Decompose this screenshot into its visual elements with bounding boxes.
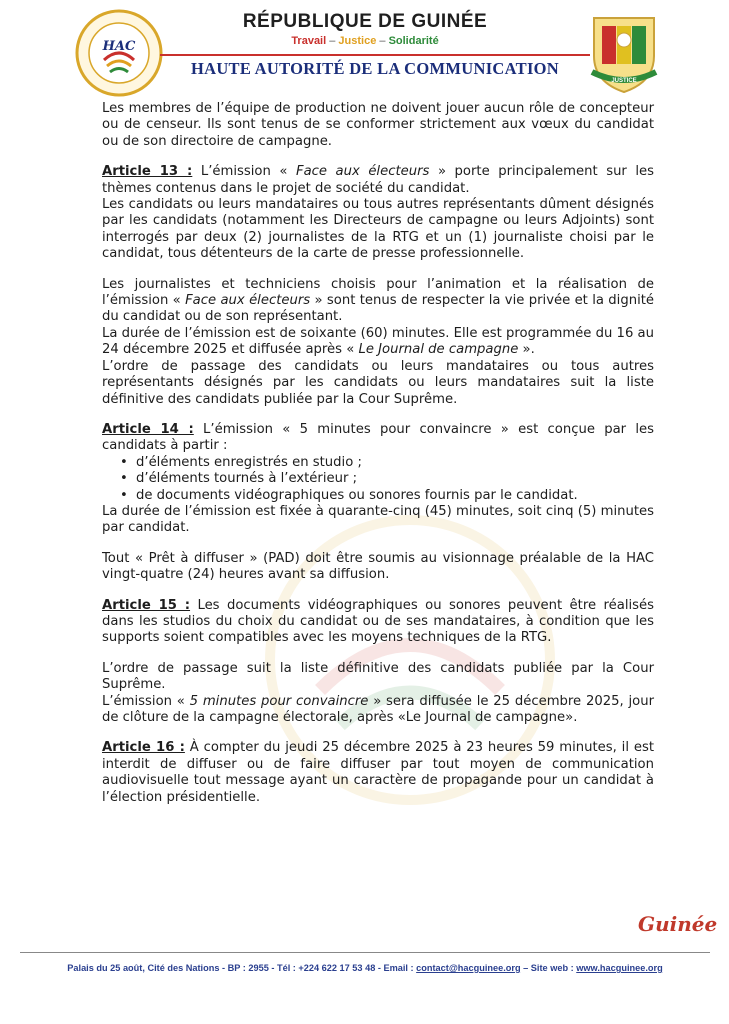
article-14-label: Article 14 :: [102, 421, 194, 437]
article-13-paragraph-1: [102, 164, 654, 197]
article-15-p3-b: » sera diffusée le 25 décembre 2025, jour de clôture de la campagne électorale, après «Le Journal de campagne».: [102, 693, 655, 725]
header-divider: [160, 54, 590, 56]
coat-ribbon-text: JUSTICE: [611, 78, 637, 84]
country-title: RÉPUBLIQUE DE GUINÉE: [242, 11, 488, 32]
footer-phone: Tél : +224 622 17 53 48: [276, 963, 376, 973]
guinee-signature: Guinée: [638, 912, 718, 936]
coat-of-arms-logo: [584, 10, 664, 96]
article-14-text: L’émission « 5 minutes pour convaincre » est conçue par les candidats à partir :: [102, 421, 655, 454]
list-item: • de documents vidéographiques ou sonores fournis par le candidat.: [124, 488, 654, 504]
article-13-p3-a: Les journalistes et techniciens choisis pour l’animation et la réalisation de l’émission «: [102, 276, 654, 309]
article-13-p4-b: ».: [518, 342, 535, 358]
article-14-paragraph-2: La durée de l’émission est fixée à quarante-cinq (45) minutes, soit cinq (5) minutes par candidat.: [102, 503, 654, 536]
article-13-label: Article 13 :: [102, 164, 193, 180]
footer-email-label: - Email :: [375, 963, 417, 973]
list-item: • d’éléments tournés à l’extérieur ;: [124, 471, 654, 487]
article-14-paragraph-1: [102, 422, 654, 455]
hac-logo: [74, 8, 164, 98]
motto-sep-1: –: [326, 35, 339, 47]
article-13-p3-emphasis: Face aux électeurs: [185, 293, 311, 309]
article-13-paragraph-2: Les candidats ou leurs mandataires ou tous autres représentants dûment désignés par les candidats (notamment les Directeurs de campagne ou leurs Adjoints) sont interrogés par deux (2) journalistes de la RTG et un (1) journaliste choisi par le candidat, tous détenteurs de la carte de presse professionnelle.: [102, 197, 654, 262]
footer-site-label: – Site web :: [520, 963, 577, 973]
article-13-p4-emphasis: Le Journal de campagne: [358, 342, 519, 358]
motto-word-3: Solidarité: [388, 35, 439, 47]
list-item: • d’éléments enregistrés en studio ;: [124, 455, 654, 471]
article-14-paragraph-3: Tout « Prêt à diffuser » (PAD) doit être soumis au visionnage préalable de la HAC vingt-quatre (24) heures avant sa diffusion.: [102, 550, 654, 583]
article-16-label: Article 16 :: [102, 740, 185, 756]
article-16-text: À compter du jeudi 25 décembre 2025 à 23 heures 59 minutes, il est interdit de diffuser ou de faire diffuser par tout moyen de communication audiovisuelle tout message ayant un caractère de propagande pour un candidat à l’élection présidentielle.: [102, 740, 654, 805]
document-body: [102, 101, 654, 806]
footer-address: Palais du 25 août, Cité des Nations: [67, 963, 220, 973]
article-14-list: [102, 455, 654, 504]
footer-website-link[interactable]: www.hacguinee.org: [576, 963, 663, 973]
article-15-p3-a: L’émission «: [102, 693, 190, 709]
article-13-paragraph-5: L’ordre de passage des candidats ou leurs mandataires ou tous autres représentants désignés par les candidats ou leurs mandataires suit la liste définitive des candidats publiée par la Cour Suprême.: [102, 358, 654, 407]
article-13-emphasis: Face aux électeurs: [295, 164, 430, 180]
national-motto: [190, 35, 540, 47]
article-15-p3-emphasis: 5 minutes pour convaincre: [189, 693, 369, 709]
article-15-paragraph-2: L’ordre de passage suit la liste définitive des candidats publiée par la Cour Suprême.: [102, 660, 654, 693]
authority-title: HAUTE AUTORITÉ DE LA COMMUNICATION: [190, 59, 560, 78]
article-13-paragraph-4: [102, 326, 654, 359]
article-15-label: Article 15 :: [102, 597, 191, 613]
footer-bp: - BP : 2955 -: [219, 963, 277, 973]
hac-logo-label: HAC: [102, 39, 136, 54]
footer-email-link[interactable]: contact@hacguinee.org: [416, 963, 521, 973]
intro-paragraph: Les membres de l’équipe de production ne doivent jouer aucun rôle de concepteur ou de censeur. Ils sont tenus de se conformer strictement aux vœux du candidat ou de son directoire de campagne.: [102, 101, 654, 149]
article-16-paragraph-1: [102, 740, 654, 806]
motto-sep-2: –: [376, 35, 389, 47]
footer-contact: [20, 963, 710, 973]
article-15-text: Les documents vidéographiques ou sonores peuvent être réalisés dans les studios du choix du candidat ou de ses mandataires, à condition que les supports soient compatibles avec les moyens techniques de la RTG.: [102, 597, 654, 646]
article-15-paragraph-1: [102, 598, 654, 647]
article-13-paragraph-3: [102, 277, 654, 326]
article-13-text-a: L’émission «: [192, 164, 296, 180]
footer-divider: [20, 952, 710, 953]
motto-word-2: Justice: [338, 35, 377, 47]
motto-word-1: Travail: [291, 35, 327, 47]
article-13-p3-b: » sont tenus de respecter la vie privée et la dignité du candidat ou de son représentant.: [102, 293, 655, 325]
article-13-text-b: » porte principalement sur les thèmes contenus dans le projet de société du candidat.: [102, 164, 655, 196]
article-13-p4-a: La durée de l’émission est de soixante (60) minutes. Elle est programmée du 16 au 24 décembre 2025 et diffusée après «: [102, 325, 654, 358]
article-15-paragraph-3: [102, 694, 654, 727]
